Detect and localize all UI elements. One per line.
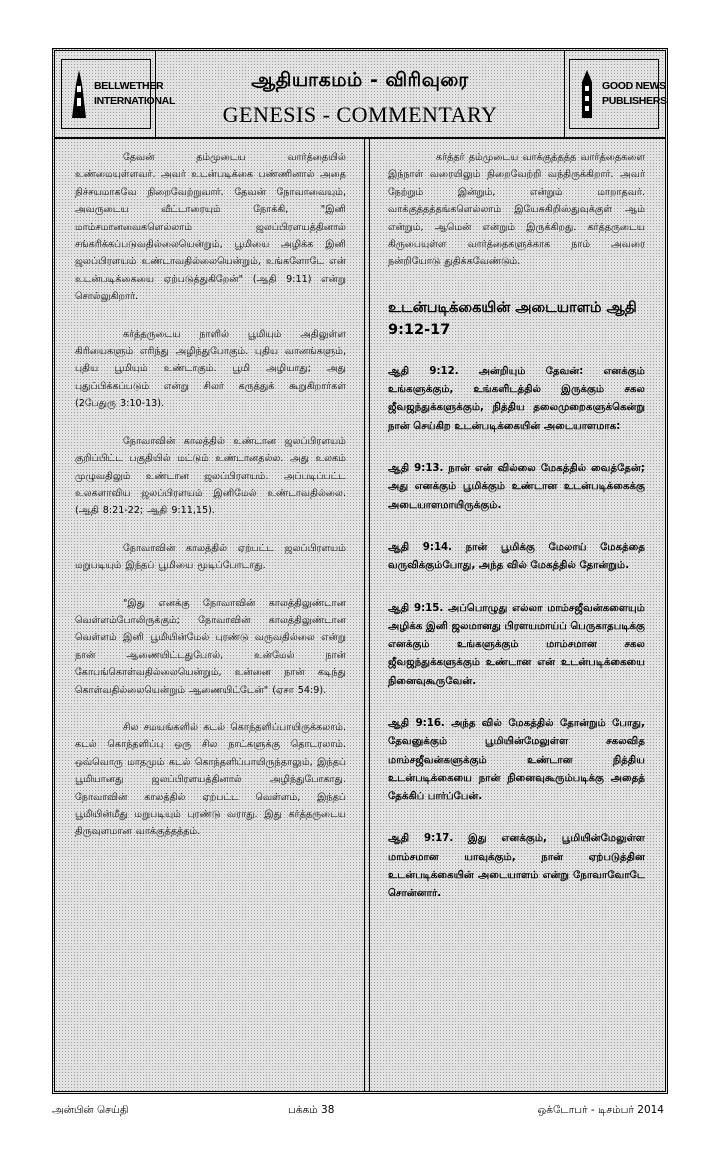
title-english: GENESIS - COMMENTARY <box>222 102 498 127</box>
verse-paragraph: ஆதி 9:17. இது எனக்கும், பூமியின்மேலுள்ள மாம்சமான யாவுக்கும், நான் ஏற்படுத்தின உடன்படிக்கையின் அடையாளம் என்று நோவாவோடே சொன்னார். <box>388 833 645 900</box>
verse-paragraph: ஆதி 9:16. அந்த வில் மேகத்தில் தோன்றும் போது, தேவனுக்கும் பூமியின்மேலுள்ள சகலவித மாம்சஜீவன்களுக்கும் உண்டான நித்திய உடன்படிக்கையை நான் நினைவுகூரும்படிக்கு அதைத் தேக்கிப் பார்ப்பேன். <box>388 718 645 803</box>
title-area <box>155 51 565 137</box>
page-frame <box>52 48 668 1094</box>
tower-icon <box>68 68 90 120</box>
left-paragraph: தேவன் தம்முடைய வார்த்தையில் உண்மையுள்ளவர். அவர் உடன்படிக்கை பண்ணினால் அதை நிச்சயமாகவே நிறைவேற்றுவார். தேவன் நோவாவையும், அவருடைய வீட்டாரையும் நோக்கி, "இனி மாம்சமானவைகளெல்லாம் ஜலப்பிரளயத்தினால் சங்கரிக்கப்படுவதில்லையென்றும், பூமியை அழிக்க இனி ஜலப்பிரளயம் உண்டாவதில்லையென்றும், உங்களோடே என் உடன்படிக்கையை ஏற்படுத்துகிறேன்" (ஆதி 9:11) என்று சொல்லுகிறார். <box>75 152 346 303</box>
verse-paragraph: ஆதி 9:15. அப்பொழுது எல்லா மாம்சஜீவன்களையும் அழிக்க இனி ஜலமானது பிரளயமாய்ப் பெருகாதபடிக்கு எனக்கும் உங்களுக்கும் மாம்சமான சகல ஜீவஜந்துக்களுக்கும் உண்டான என் உடன்படிக்கையை நினைவுகூருவேன். <box>388 602 645 687</box>
left-paragraph: நோவாவின் காலத்தில் ஏற்பட்ட ஜலப்பிரளயம் மறுபடியும் இந்தப் பூமியை மூடிப்போடாது. <box>75 542 346 572</box>
left-logo-line-1: BELLWETHER <box>94 80 164 92</box>
verse-paragraph: ஆதி 9:14. நான் பூமிக்கு மேலாய் மேகத்தை வருவிக்கும்போது, அந்த வில் மேகத்தில் தோன்றும். <box>388 541 645 572</box>
left-paragraph: நோவாவின் காலத்தில் உண்டான ஜலப்பிரளயம் குறிப்பிட்ட பகுதியில் மட்டும் உண்டானதல்ல. அது உலகம் முழுவதிலும் உண்டான ஜலப்பிரளயம். அப்படிப்பட்ட உலகளாவிய ஜலப்பிரளயம் இனிமேல் உண்டாவதில்லை. (ஆதி 8:21-22; ஆதி 9:11,15). <box>75 435 346 517</box>
title-tamil: ஆதியாகமம் - விரிவுரை <box>251 69 469 91</box>
left-paragraph: "இது எனக்கு நோவாவின் காலத்திலுண்டான வெள்ளம்போலிருக்கும்; நோவாவின் காலத்திலுண்டான வெள்ளம் இனி பூமியின்மேல் புரண்டு வருவதில்லை என்று நான் ஆணையிட்டதுபோல், உன்மேல் நான் கோபங்கொள்வதில்லையென்றும், உன்னை நான் கடிந்து கொள்வதில்லையென்றும் ஆணையிட்டேன்" (ஏசா 54:9). <box>75 597 346 696</box>
right-logo-line-1: GOOD NEWS <box>602 80 666 92</box>
verse-paragraph: ஆதி 9:13. நான் என் வில்லை மேகத்தில் வைத்தேன்; அது எனக்கும் பூமிக்கும் உண்டான உடன்படிக்கைக்கு அடையாளமாயிருக்கும். <box>388 463 645 511</box>
left-paragraph: சில சமயங்களில் கடல் கொந்தளிப்பாயிருக்கலாம். கடல் கொந்தளிப்பு ஒரு சில நாட்களுக்கு தொடரலாம். ஒவ்வொரு மாதமும் கடல் கொந்தளிப்பாயிருந்தாலும், இந்தப் பூமியானது ஜலப்பிரளயத்தினால் அழிந்துபோகாது. நோவாவின் காலத்தில் ஏற்பட்ட வெள்ளம், இந்தப் பூமியின்மீது மறுபடியும் புரண்டு வராது. இது கர்த்தருடைய திருவுளமான வாக்குத்தத்தம். <box>75 721 346 838</box>
left-column <box>55 139 366 1091</box>
page-header <box>55 51 665 139</box>
right-logo-line-2: PUBLISHERS <box>602 95 667 107</box>
footer-magazine-name: அன்பின் செய்தி <box>52 1104 129 1116</box>
page-footer <box>52 1104 664 1120</box>
bellwether-logo <box>61 59 176 129</box>
right-column <box>368 139 665 1091</box>
section-heading: உடன்படிக்கையின் அடையாளம் ஆதி 9:12-17 <box>388 299 637 338</box>
good-news-logo <box>569 59 667 129</box>
right-intro-paragraph: கர்த்தர் தம்முடைய வாக்குத்தத்த வார்த்தைகளை இந்நாள் வரையிலும் நிறைவேற்றி வந்திருக்கிறார். அவர் நேற்றும் இன்றும், என்றும் மாறாதவர். வாக்குத்தத்தங்களெல்லாம் இயேசுகிறிஸ்துவுக்குள் ஆம் என்றும், ஆமென் என்றும் இருக்கிறது. கர்த்தருடைய கிருபையுள்ள வார்த்தைகளுக்காக நாம் அவரை நன்றியோடு துதிக்கவேண்டும். <box>388 152 645 268</box>
footer-page-number: பக்கம் 38 <box>288 1104 335 1116</box>
verse-paragraph: ஆதி 9:12. அன்றியும் தேவன்: எனக்கும் உங்களுக்கும், உங்களிடத்தில் இருக்கும் சகல ஜீவஜந்துக்களுக்கும், நித்திய தலைமுறைகளுக்கென்று நான் செய்கிற உடன்படிக்கையின் அடையாளமாக: <box>388 365 645 432</box>
building-icon <box>576 68 598 120</box>
left-logo-line-2: INTERNATIONAL <box>94 95 176 107</box>
left-paragraph: கர்த்தருடைய நாளில் பூமியும் அதிலுள்ள கிரியைகளும் எரிந்து அழிந்துபோகும். புதிய வானங்களும், புதிய பூமியும் உண்டாகும். பூமி அழியாது; அது புதுப்பிக்கப்படும் என்று சிலர் கருத்துக் கூறுகிறார்கள் (2பேதுரு 3:10-13). <box>75 328 346 410</box>
footer-issue-date: ஒக்டோபர் - டிசம்பர் 2014 <box>537 1104 664 1116</box>
